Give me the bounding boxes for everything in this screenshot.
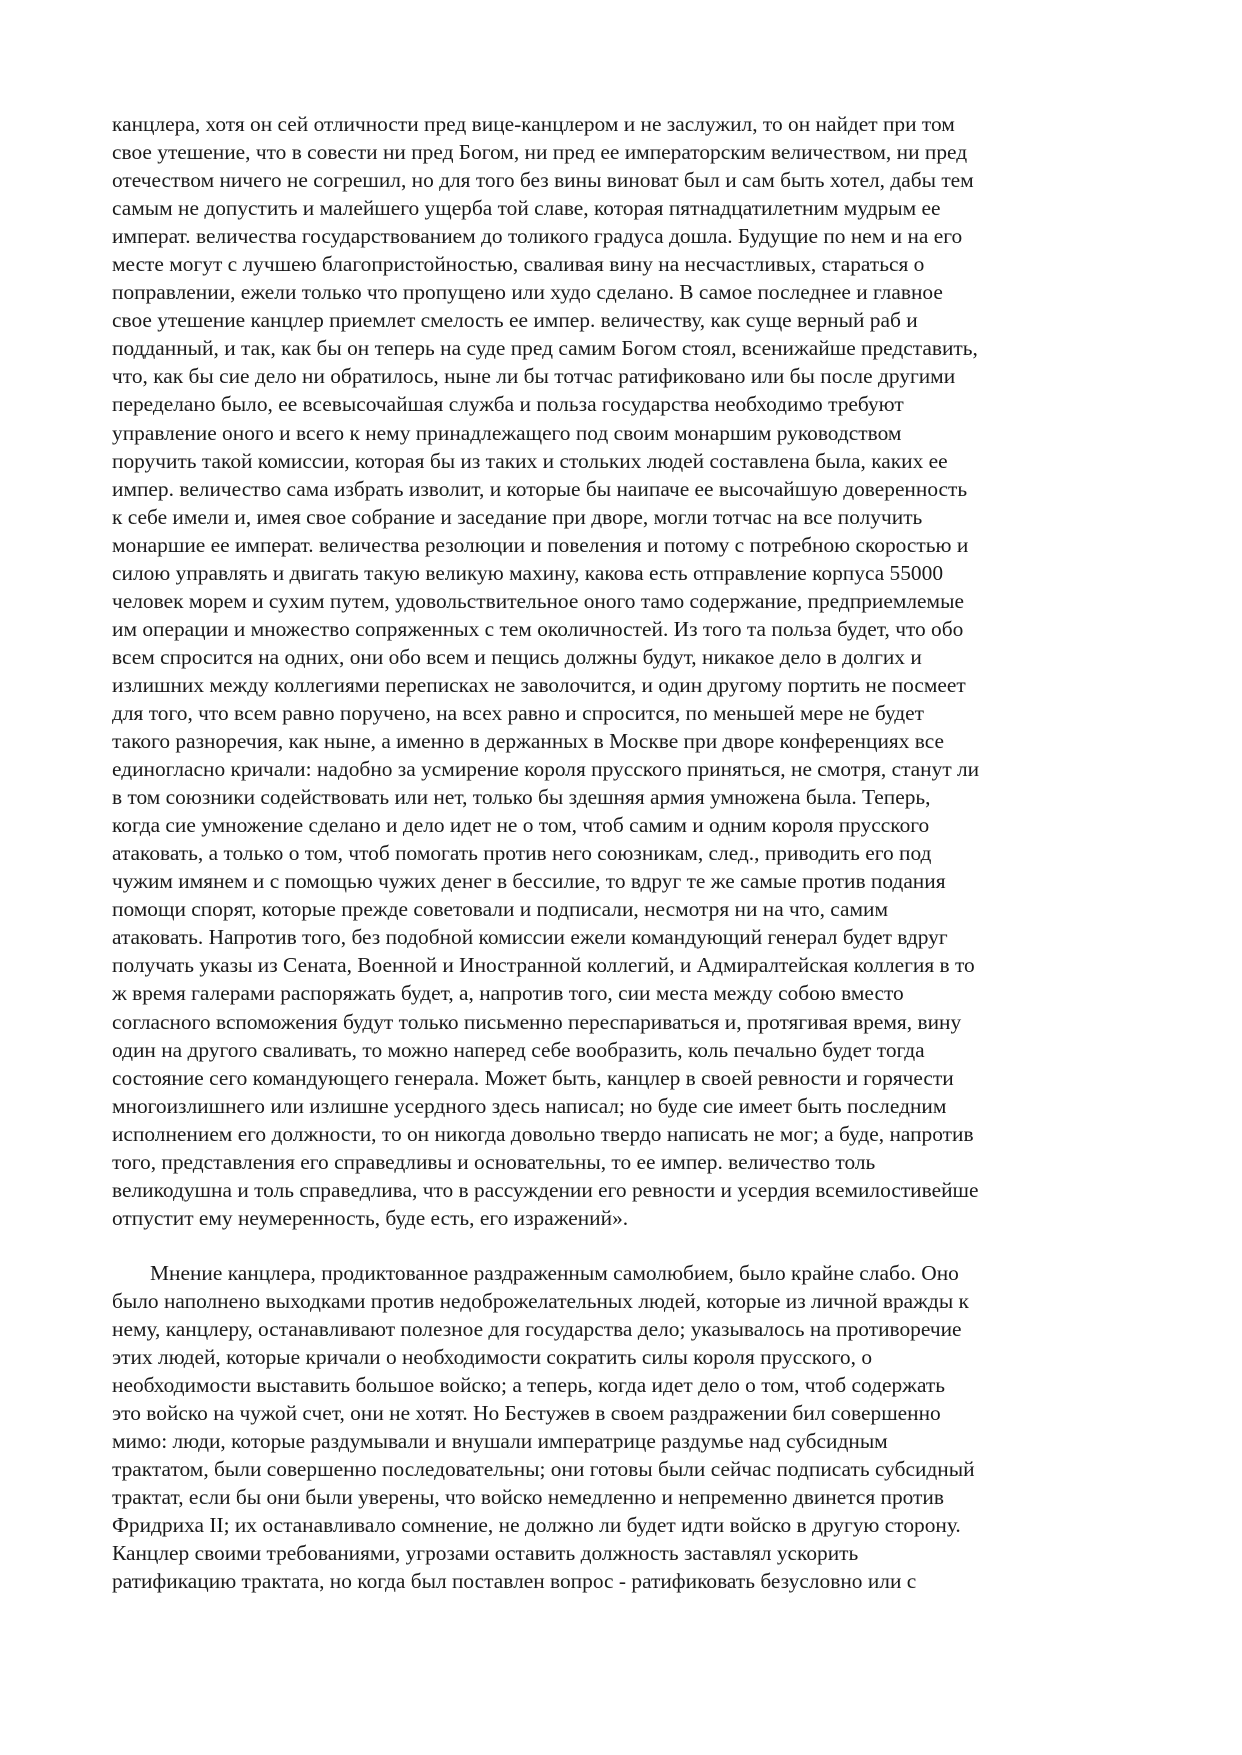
text-line: отечеством ничего не согрешил, но для того без вины виноват был и сам быть хотел, дабы тем [112,168,974,193]
text-line: императ. величества государствованием до толикого градуса дошла. Будущие по нем и на его [112,224,963,249]
text-line: трактатом, были совершенно последовательны; они готовы были сейчас подписать субсидный [112,1457,975,1482]
text-line: Фридриха II; их останавливало сомнение, не должно ли будет идти войско в другую сторону. [112,1513,961,1538]
text-line: было наполнено выходками против недоброжелательных людей, которые из личной вражды к [112,1288,969,1313]
text-line: канцлера, хотя он сей отличности пред вице-канцлером и не заслужил, то он найдет при том [112,112,955,136]
text-line: что, как бы сие дело ни обратилось, ныне ли бы тотчас ратификовано или бы после другими [112,364,956,389]
text-line: поручить такой комиссии, которая бы из таких и стольких людей составлена была, каких ее [112,448,948,473]
text-line: им операции и множество сопряженных с тем околичностей. Из того та польза будет, что обо [112,616,964,641]
text-line: свое утешение канцлер приемлет смелость ее импер. величеству, как суще верный раб и [112,308,918,333]
text-line: необходимости выставить большое войско; а теперь, когда идет дело о том, чтоб содержать [112,1373,946,1398]
text-line: Мнение канцлера, продиктованное раздраженным самолюбием, было крайне слабо. Оно [150,1260,959,1285]
text-line: поправлении, ежели только что пропущено или худо сделано. В самое последнее и главное [112,280,943,305]
text-line: ратификацию трактата, но когда был поставлен вопрос - ратификовать безусловно или с [112,1569,917,1594]
text-line: чужим имянем и с помощью чужих денег в бессилие, то вдруг те же самые против подания [112,869,946,894]
text-line: нему, канцлеру, останавливают полезное для государства дело; указывалось на противоречие [112,1316,962,1341]
text-line: отпустит ему неумеренность, буде есть, его изражений». [112,1205,629,1230]
text-line: самым не допустить и малейшего ущерба той славе, которая пятнадцатилетним мудрым ее [112,196,941,221]
text-line: получать указы из Сената, Военной и Иностранной коллегий, и Адмиралтейская коллегия в то [112,953,975,978]
text-line: импер. величество сама избрать изволит, и которые бы наипаче ее высочайшую доверенность [112,476,968,501]
text-line: единогласно кричали: надобно за усмирение короля прусского приняться, не смотря, станут ли [112,757,980,782]
text-line: месте могут с лучшею благопристойностью, сваливая вину на несчастливых, стараться о [112,252,925,277]
text-line: великодушна и толь справедлива, что в рассуждении его ревности и усердия всемилостивейше [112,1177,979,1202]
text-line: в том союзники содействовать или нет, только бы здешняя армия умножена была. Теперь, [112,785,931,810]
text-line: это войско на чужой счет, они не хотят. Но Бестужев в своем раздражении бил совершенно [112,1401,941,1426]
text-line: того, представления его справедливы и основательны, то ее импер. величество толь [112,1149,876,1174]
text-line: переделано было, ее всевысочайшая служба и польза государства необходимо требуют [112,392,904,417]
text-line: ж время галерами распоряжать будет, а, напротив того, сии места между собою вместо [112,981,904,1006]
text-line: один на другого сваливать, то можно наперед себе вообразить, коль печально будет тогда [112,1037,925,1062]
text-line: к себе имели и, имея свое собрание и заседание при дворе, могли тотчас на все получить [112,504,923,529]
text-line: мимо: люди, которые раздумывали и внушали императрице раздумье над субсидным [112,1429,888,1454]
text-line: излишних между коллегиями переписках не заволочится, и один другому портить не посмеет [112,672,966,697]
text-line: трактат, если бы они были уверены, что войско немедленно и непременно двинется против [112,1485,944,1510]
text-line: силою управлять и двигать такую великую махину, какова есть отправление корпуса 55000 [112,560,944,585]
text-line: для того, что всем равно поручено, на всех равно и спросится, по меньшей мере не будет [112,700,925,725]
paragraph-2 [112,1259,1142,1596]
text-line: подданный, и так, как бы он теперь на суде пред самим Богом стоял, всенижайше представить, [112,336,978,361]
paragraph-1 [112,110,1142,1232]
text-line: человек морем и сухим путем, удовольствительное оного тамо содержание, предприемлемые [112,588,964,613]
text-line: исполнением его должности, то он никогда довольно твердо написать не мог; а буде, напротив [112,1121,974,1146]
text-line: всем спросится на одних, они обо всем и пещись должны будут, никакое дело в долгих и [112,644,922,669]
text-line: многоизлишнего или излишне усердного здесь написал; но буде сие имеет быть последним [112,1093,947,1118]
text-line: такого разноречия, как ныне, а именно в держанных в Москве при дворе конференциях все [112,729,944,754]
text-line: помощи спорят, которые прежде советовали и подписали, несмотря ни на что, самим [112,897,889,922]
text-line: состояние сего командующего генерала. Может быть, канцлер в своей ревности и горячести [112,1065,954,1090]
text-line: свое утешение, что в совести ни пред Богом, ни пред ее императорским величеством, ни пред [112,140,968,165]
text-line: согласного вспоможения будут только письменно переспариваться и, протягивая время, вину [112,1009,962,1034]
text-line: управление оного и всего к нему принадлежащего под своим монаршим руководством [112,420,902,445]
text-line: атаковать. Напротив того, без подобной комиссии ежели командующий генерал будет вдруг [112,925,948,950]
document-text [112,110,1142,1595]
text-line: этих людей, которые кричали о необходимости сократить силы короля прусского, о [112,1345,873,1370]
text-line: Канцлер своими требованиями, угрозами оставить должность заставлял ускорить [112,1541,859,1566]
text-line: когда сие умножение сделано и дело идет не о том, чтоб самим и одним короля прусского [112,813,930,838]
text-line: монаршие ее императ. величества резолюции и повеления и потому с потребною скоростью и [112,532,969,557]
text-line: атаковать, а только о том, чтоб помогать против него союзникам, след., приводить его под [112,841,932,866]
